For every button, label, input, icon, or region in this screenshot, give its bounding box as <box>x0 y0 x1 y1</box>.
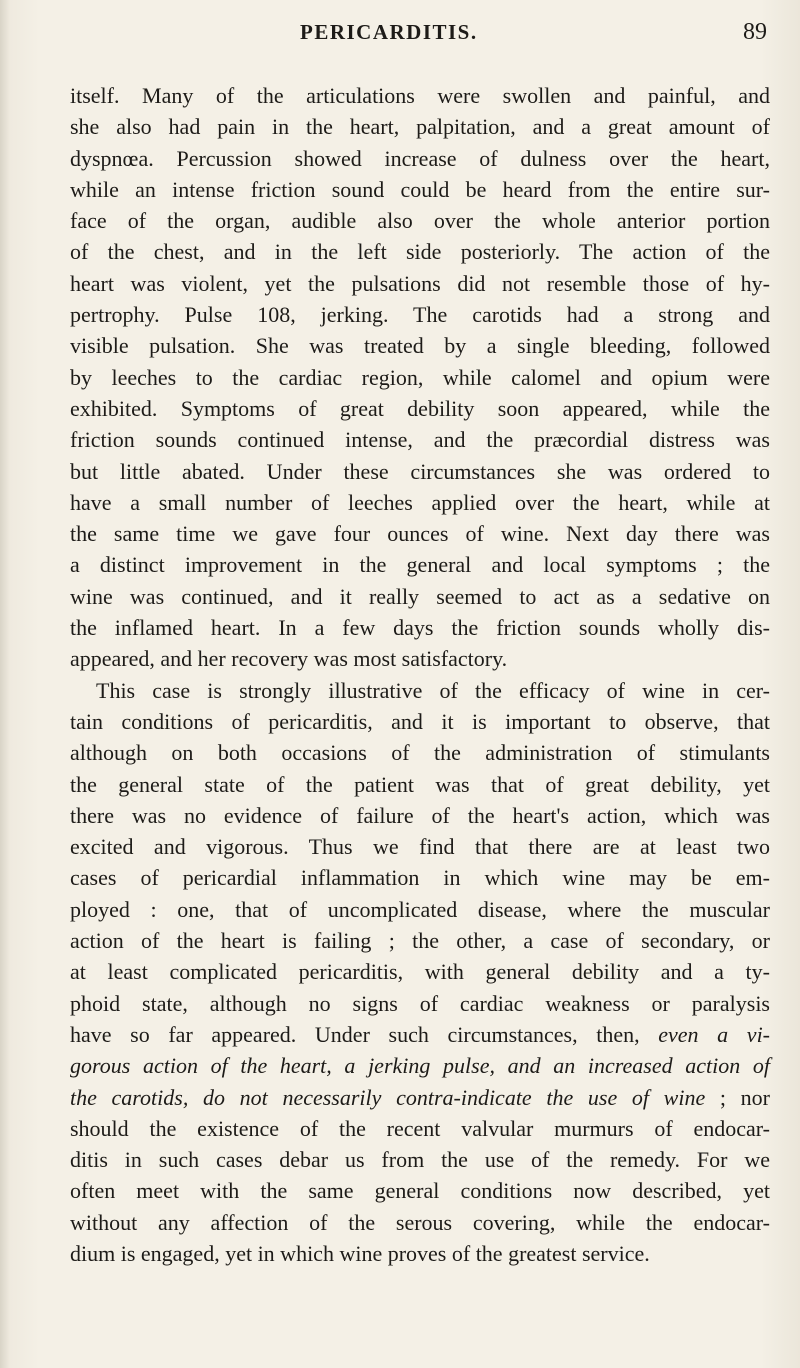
text-line: there was no evidence of failure of the heart's action, which was <box>70 802 770 828</box>
text-line: cases of pericardial inflammation in which wine may be em- <box>70 865 770 891</box>
text-line: dium is engaged, yet in which wine proves of the greatest service. <box>70 1240 650 1266</box>
text-line: but little abated. Under these circumstances she was ordered to <box>70 458 770 484</box>
text-line: at least complicated pericarditis, with general debility and a ty- <box>70 959 770 985</box>
text-line-end: ; nor <box>705 1084 770 1110</box>
text-line: the general state of the patient was that of great debility, yet <box>70 771 770 797</box>
text-line: she also had pain in the heart, palpitation, and a great amount of <box>70 114 770 140</box>
text-line: action of the heart is failing ; the other, a case of secondary, or <box>70 928 770 954</box>
text-line: appeared, and her recovery was most satisfactory. <box>70 646 508 672</box>
text-line: often meet with the same general conditions now described, yet <box>70 1178 770 1204</box>
text-line: friction sounds continued intense, and the præcordial distress was <box>70 427 770 453</box>
text-line: without any affection of the serous covering, while the endocar- <box>70 1209 770 1235</box>
text-line: ditis in such cases debar us from the use of the remedy. For we <box>70 1147 770 1173</box>
text-line: of the chest, and in the left side posteriorly. The action of the <box>70 239 770 265</box>
italic-text: gorous action of the heart, a jerking pulse, and an increased action of <box>70 1053 770 1079</box>
text-line: This case is strongly illustrative of the efficacy of wine in cer- <box>96 677 770 703</box>
text-line: dyspnœa. Percussion showed increase of dulness over the heart, <box>70 145 770 171</box>
text-line: although on both occasions of the administration of stimulants <box>70 740 770 766</box>
text-line: while an intense friction sound could be heard from the entire sur- <box>70 176 770 202</box>
italic-text: even a vi- <box>658 1021 771 1047</box>
text-line: pertrophy. Pulse 108, jerking. The carotids had a strong and <box>70 302 770 328</box>
paragraph-2 <box>70 675 770 1270</box>
text-line: should the existence of the recent valvular murmurs of endocar- <box>70 1115 770 1141</box>
text-line: the same time we gave four ounces of wine. Next day there was <box>70 521 770 547</box>
text-line: face of the organ, audible also over the whole anterior portion <box>70 208 770 234</box>
page-number: 89 <box>743 19 767 45</box>
text-line: excited and vigorous. Thus we find that there are at least two <box>70 834 770 860</box>
text-line <box>70 1082 770 1113</box>
paragraph-1 <box>70 80 770 675</box>
text-line: phoid state, although no signs of cardiac weakness or paralysis <box>70 990 770 1016</box>
text-line: itself. Many of the articulations were swollen and painful, and <box>70 83 770 108</box>
text-line: have a small number of leeches applied over the heart, while at <box>70 489 770 515</box>
page-header <box>0 20 800 50</box>
text-line: exhibited. Symptoms of great debility soon appeared, while the <box>70 395 770 421</box>
text-line: a distinct improvement in the general and local symptoms ; the <box>70 552 770 578</box>
text-line: heart was violent, yet the pulsations did not resemble those of hy- <box>70 270 770 296</box>
text-line-start: have so far appeared. Under such circumstances, then, <box>70 1021 640 1047</box>
running-title: PERICARDITIS. <box>300 20 478 44</box>
text-line: the inflamed heart. In a few days the friction sounds wholly dis- <box>70 615 770 641</box>
text-line: wine was continued, and it really seemed to act as a sedative on <box>70 583 770 609</box>
italic-text: the carotids, do not necessarily contra-indicate the use of wine <box>70 1084 706 1110</box>
body-text <box>70 80 770 1269</box>
text-line <box>70 1050 770 1081</box>
text-line: ployed : one, that of uncomplicated disease, where the muscular <box>70 896 770 922</box>
text-line: by leeches to the cardiac region, while calomel and opium were <box>70 364 770 390</box>
text-line <box>70 1019 770 1050</box>
text-line: visible pulsation. She was treated by a single bleeding, followed <box>70 333 770 359</box>
text-line: tain conditions of pericarditis, and it is important to observe, that <box>70 708 770 734</box>
